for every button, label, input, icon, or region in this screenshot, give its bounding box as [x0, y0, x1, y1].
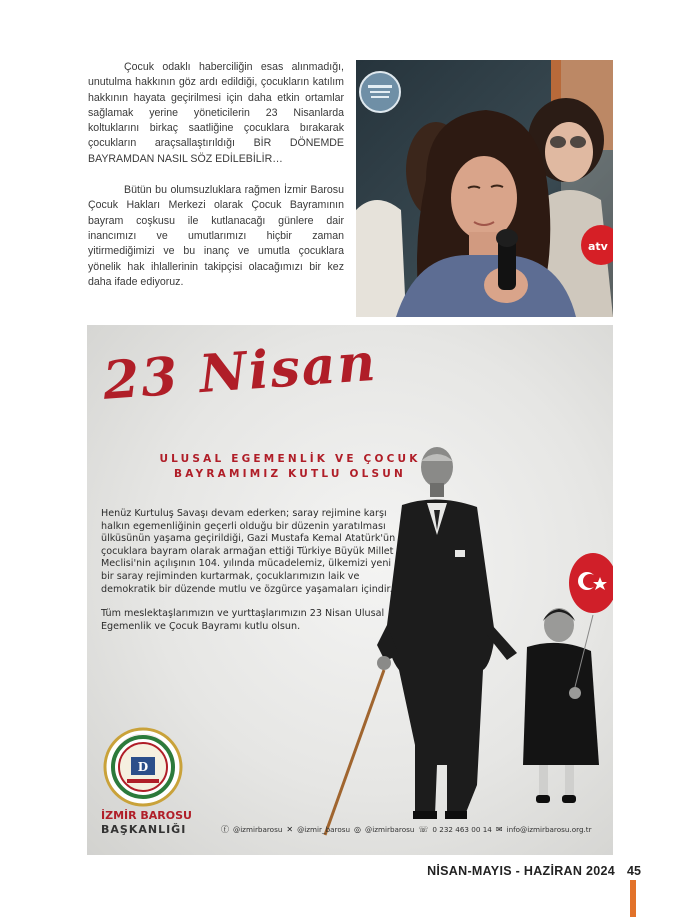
- x-icon: ✕: [286, 824, 294, 834]
- turkish-flag-balloon: [569, 553, 613, 613]
- poster-subtitle-line-2: BAYRAMIMIZ KUTLU OLSUN: [174, 468, 406, 480]
- article-paragraph-2: Bütün bu olumsuzluklara rağmen İzmir Barosu Çocuk Hakları Merkezi olarak Çocuk Bayramının bayram coşkusu ile kutlanacağı günlere dair inancımızı ve umutlarımızı hiçbir zaman yitirmediğimizi ve bu inanç ve umutla çocuklara yönelik hak ihlallerinin takipçisi olacağımızı bir kez daha ifade ediyoruz.: [88, 184, 344, 288]
- instagram-handle: @izmirbarosu: [365, 824, 415, 834]
- poster-body-paragraph-2: Tüm meslektaşlarımızın ve yurttaşlarımızın 23 Nisan Ulusal Egemenlik ve Çocuk Bayramı kutlu olsun.: [101, 608, 385, 632]
- organization-name: [101, 809, 211, 837]
- organization-name-line-2: BAŞKANLIĞI: [101, 823, 187, 836]
- logo-seal-icon: [103, 727, 183, 807]
- instagram-icon: ◎: [354, 824, 362, 834]
- mic-label: atv: [588, 240, 608, 253]
- phone-icon: ☏: [418, 824, 429, 834]
- x-handle: @izmir_barosu: [297, 824, 351, 834]
- poster-body: [101, 508, 401, 633]
- svg-text:D: D: [137, 760, 149, 774]
- page-accent-bar: [630, 880, 636, 917]
- speaker-photo-illustration: [356, 60, 613, 317]
- poster-title: 23 Nisan: [101, 331, 380, 412]
- facebook-icon: ⓕ: [221, 824, 229, 834]
- poster: [87, 325, 613, 855]
- article-text: [88, 60, 344, 290]
- organization-name-line-1: İZMİR BAROSU: [101, 809, 192, 822]
- article-paragraph-1: Çocuk odaklı haberciliğin esas alınmadığı, unutulma hakkının göz ardı edildiği, çocukların katılım hakkının hayata geçirilmesi için daha etkin ortamlar sağlamak yerine yöneticilerin 23 Nisanlarda koltuklarını birkaç saatliğine çocuklara bırakarak çocukların araçsallaştırıldığı BİR DÖNEMDE BAYRAMDAN NASIL SÖZ EDİLEBİLİR…: [88, 61, 344, 165]
- poster-subtitle-line-1: ULUSAL EGEMENLİK VE ÇOCUK: [159, 453, 421, 465]
- speaker-photo: [356, 60, 613, 317]
- poster-body-paragraph-1: Henüz Kurtuluş Savaşı devam ederken; saray rejimine karşı halkın egemenliğinin geçerli olduğu bir düzenin yaratılması ülküsünün yaşama geçirildiği, Gazi Mustafa Kemal Atatürk'ün çocuklara bayram olarak armağan ettiği Türkiye Büyük Millet Meclisi'nin açılışının 104. yılında mücadelemiz, ülkemizi yeni bir saray rejiminden kurtarmak, çocuklarımızın laik ve demokratik bir düzende mutlu ve özgürce yaşamaları içindir.: [101, 508, 396, 595]
- page-number: 45: [627, 864, 641, 878]
- ataturk-figure: [325, 447, 517, 835]
- facebook-handle: @izmirbarosu: [233, 824, 283, 834]
- izmir-barosu-logo: [103, 727, 183, 807]
- email-icon: ✉: [495, 824, 503, 834]
- contact-bar: [221, 822, 611, 836]
- issue-title: NİSAN-MAYIS - HAZİRAN 2024: [427, 864, 615, 878]
- phone-number: 0 232 463 00 14: [432, 824, 492, 834]
- email-address: info@izmirbarosu.org.tr: [506, 824, 592, 834]
- child-figure: [523, 608, 599, 803]
